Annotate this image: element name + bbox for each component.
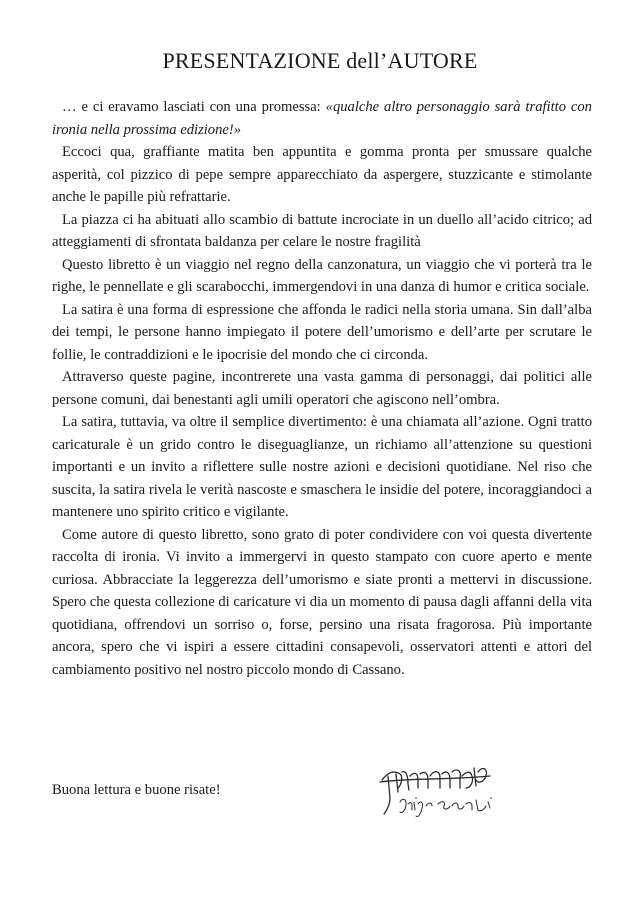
paragraph-3: La piazza ci ha abituati allo scambio di battute incrociate in un duello all’acido citrico; ad atteggiamenti di sfrontata baldanza per celare le nostre fragilità [52, 211, 592, 250]
paragraph-2: Eccoci qua, graffiante matita ben appuntita e gomma pronta per smussare qualche asperità, col pizzico di pepe sempre apparecchiato da aspergere, stuzzicante e stimolante anche le papille più refrattarie. [52, 144, 592, 205]
paragraph-5: La satira è una forma di espressione che affonda le radici nella storia umana. Sin dall’alba dei tempi, le persone hanno impiegato il potere dell’umorismo e dell’arte per scrutare le follie, le contraddizioni e le ipocrisie del mondo che ci circonda. [52, 301, 592, 363]
closing-line: Buona lettura e buone risate! [52, 782, 221, 798]
paragraph-8: Come autore di questo libretto, sono grato di poter condividere con voi questa divertente raccolta di ironia. Vi invito a immergervi in questo stampato con cuore aperto e mente curiosa. Abbracciate la leggerezza dell’umorismo e siate pronti a mettervi in discussione. Spero che questa collezione di caricature vi dia un momento di pausa dagli affanni della vita quotidiana, offrendovi un sorriso o, forse, persino una risata fragorosa. Più importante ancora, spero che vi ispiri a essere cittadini consapevoli, osservatori attenti e attori del cambiamento positivo nel nostro piccolo mondo di Cassano. [52, 526, 592, 678]
paragraph-7: La satira, tuttavia, va oltre il semplice divertimento: è una chiamata all’azione. Ogni tratto caricaturale è un grido contro le diseguaglianze, un richiamo all’attenzione su questioni importanti e un invito a riflettere sulle nostre azioni e decisioni quotidiane. Nel riso che suscita, la satira rivela le verità nascoste e smaschera le insidie del potere, incoraggiandoci a mantenere uno spirito critico e vigilante. [52, 414, 592, 520]
paragraph-1 [52, 96, 592, 141]
signature-icon [378, 758, 508, 824]
paragraph-1-lead: … e ci eravamo lasciati con una promessa: [62, 99, 326, 115]
paragraph-4: Questo libretto è un viaggio nel regno della canzonatura, un viaggio che vi porterà tra le righe, le pennellate e gli scarabocchi, immergendovi in una danza di humor e critica sociale. [52, 256, 592, 295]
paragraph-6: Attraverso queste pagine, incontrerete una vasta gamma di personaggi, dai politici alle persone comuni, dai benestanti agli umili operatori che agiscono nell’ombra. [52, 369, 592, 408]
page-title: PRESENTAZIONE dell’AUTORE [162, 48, 478, 73]
promise-quote: «qualche altro personaggio sarà trafitto con ironia nella prossima edizione!» [52, 99, 592, 138]
presentation-body [52, 96, 592, 681]
